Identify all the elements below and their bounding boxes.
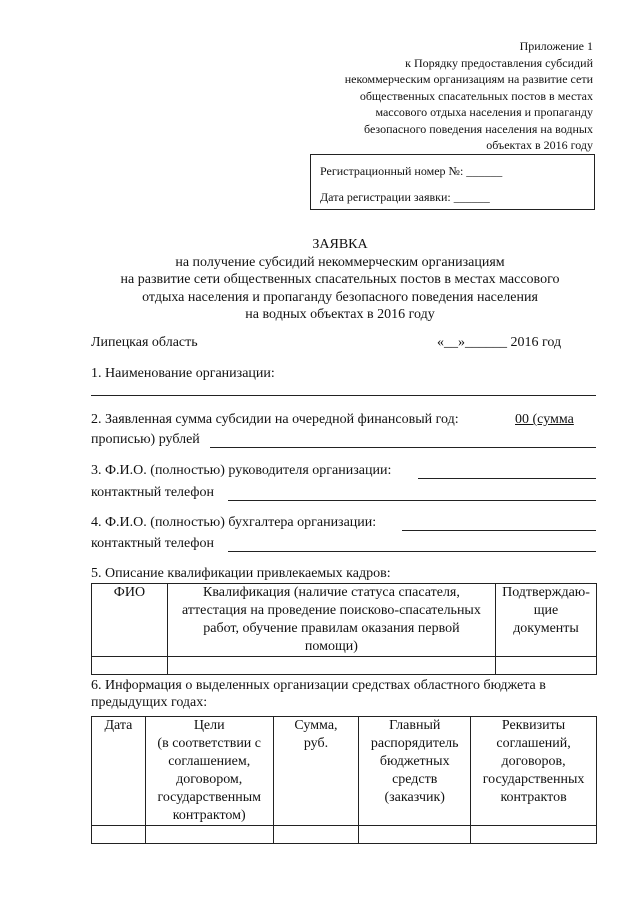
appendix-line: общественных спасательных постов в местах: [359, 88, 593, 103]
table-cell[interactable]: [167, 657, 495, 675]
head-fio-label: 3. Ф.И.О. (полностью) руководителя организации:: [91, 463, 392, 478]
appendix-line: массового отдыха населения и пропаганду: [375, 105, 593, 119]
header-cell-documents: Подтверждаю- щие документы: [496, 584, 597, 657]
appendix-line: Приложение 1: [519, 39, 593, 53]
budget-heading-continued: предыдущих годах:: [91, 695, 208, 710]
header-cell-requisites: Реквизиты соглашений, договоров, государственных контрактов: [471, 717, 597, 826]
table-row: [92, 826, 597, 844]
table-row: [92, 657, 597, 675]
subsidy-words-field[interactable]: [210, 447, 596, 448]
subsidy-amount-field[interactable]: 00 (сумма: [515, 412, 574, 427]
org-name-field[interactable]: [91, 395, 596, 396]
head-phone-label: контактный телефон: [91, 485, 214, 500]
accountant-phone-field[interactable]: [228, 551, 596, 552]
header-cell-manager: Главный распорядитель бюджетных средств (заказчик): [359, 717, 471, 826]
subsidy-words-label: прописью) рублей: [91, 432, 200, 447]
registration-number: Регистрационный номер №: ______: [320, 164, 503, 178]
appendix-note: [293, 38, 593, 154]
title-line: на получение субсидий некоммерческим организациям: [175, 254, 505, 270]
table-cell[interactable]: [359, 826, 471, 844]
title-heading: ЗАЯВКА: [312, 237, 368, 252]
table-cell[interactable]: [496, 657, 597, 675]
title-line: на водных объектах в 2016 году: [245, 307, 435, 322]
table-cell[interactable]: [145, 826, 273, 844]
staff-heading: 5. Описание квалификации привлекаемых кадров:: [91, 566, 391, 581]
title-line: на развитие сети общественных спасательных постов в местах массового: [120, 272, 560, 287]
header-cell-purpose: Цели (в соответствии с соглашением, договором, государственным контрактом): [145, 717, 273, 826]
head-fio-field[interactable]: [418, 478, 596, 479]
header-cell-qualification: Квалификация (наличие статуса спасателя, аттестация на проведение поисково-спасательных работ, обучение правилам оказания первой помощи): [167, 584, 495, 657]
appendix-line: безопасного поведения населения на водных: [364, 121, 593, 136]
table-cell[interactable]: [471, 826, 597, 844]
budget-table: [91, 716, 597, 844]
header-cell-fio: ФИО: [92, 584, 168, 657]
date-line: «__»______ 2016 год: [437, 335, 562, 350]
registration-date: Дата регистрации заявки: ______: [320, 190, 490, 204]
appendix-line: объектах в 2016 году: [486, 138, 593, 152]
accountant-fio-field[interactable]: [402, 530, 596, 531]
region-label: Липецкая область: [91, 335, 198, 350]
accountant-fio-label: 4. Ф.И.О. (полностью) бухгалтера организации:: [91, 515, 377, 530]
table-cell[interactable]: [273, 826, 359, 844]
appendix-line: к Порядку предоставления субсидий: [405, 55, 593, 70]
document-title: [60, 236, 620, 324]
budget-heading: 6. Информация о выделенных организации средствах областного бюджета в: [91, 678, 546, 693]
table-header-row: [92, 584, 597, 657]
appendix-line: некоммерческим организациям на развитие сети: [344, 72, 593, 86]
subsidy-label: 2. Заявленная сумма субсидии на очередной финансовый год:: [91, 412, 459, 427]
staff-table: [91, 583, 597, 675]
header-cell-date: Дата: [92, 717, 146, 826]
table-cell[interactable]: [92, 826, 146, 844]
org-name-label: 1. Наименование организации:: [91, 366, 275, 381]
registration-box: [310, 154, 595, 210]
table-cell[interactable]: [92, 657, 168, 675]
header-cell-amount: Сумма, руб.: [273, 717, 359, 826]
table-header-row: [92, 717, 597, 826]
head-phone-field[interactable]: [228, 500, 596, 501]
title-line: отдыха населения и пропаганду безопасного поведения населения: [142, 289, 538, 305]
accountant-phone-label: контактный телефон: [91, 536, 214, 551]
